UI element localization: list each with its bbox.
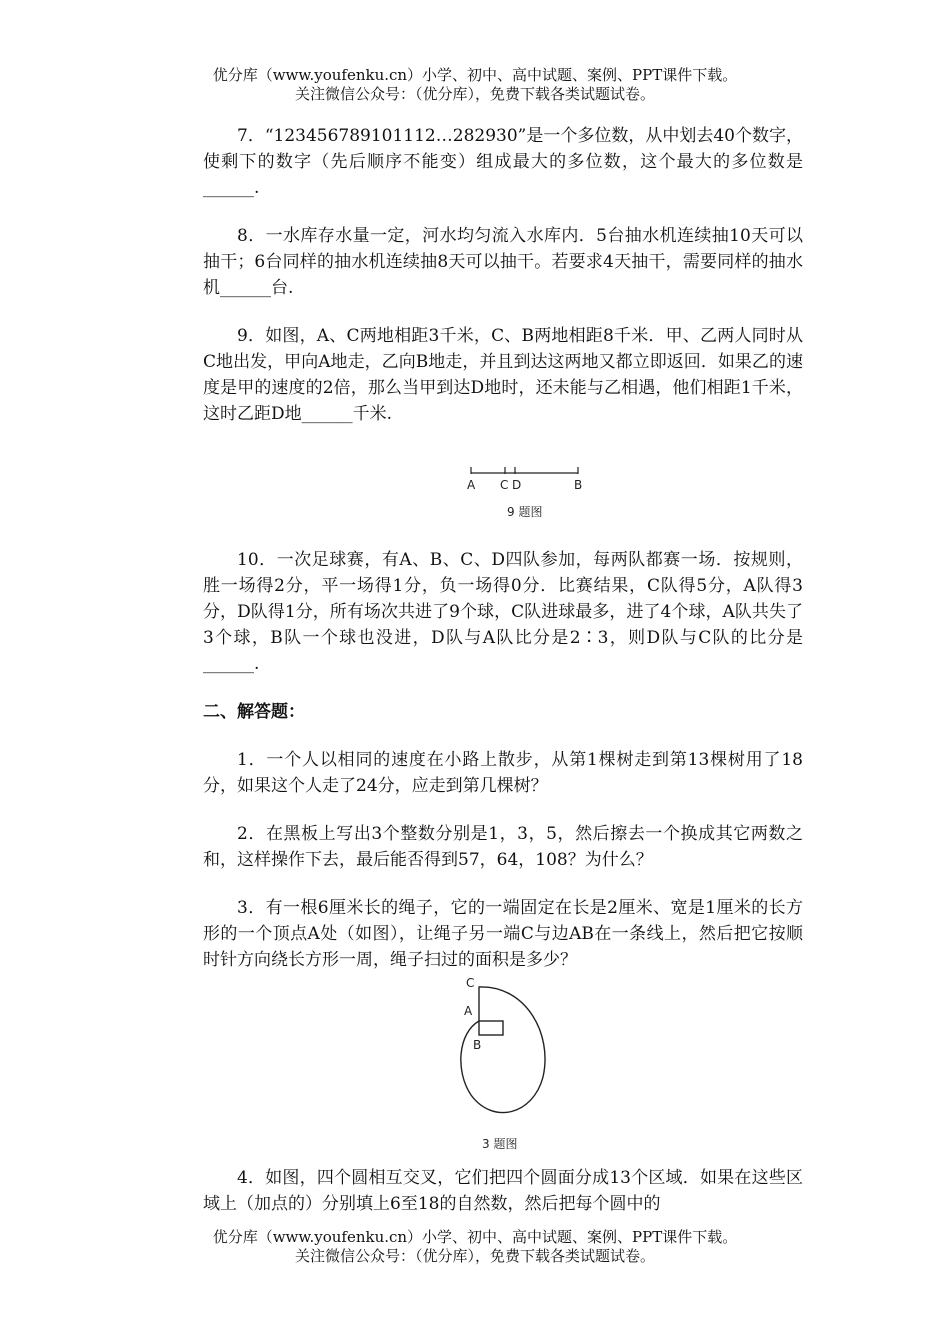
label-a: A bbox=[467, 478, 476, 492]
label-b: B bbox=[473, 1038, 482, 1052]
header-line-2: 关注微信公众号：（优分库），免费下载各类试题试卷。 bbox=[294, 85, 655, 103]
page-content bbox=[203, 123, 803, 1217]
page-header bbox=[0, 66, 950, 104]
label-c: C bbox=[466, 976, 475, 990]
rectangle bbox=[479, 1021, 503, 1035]
answer-question-1: 1．一个人以相同的速度在小路上散步，从第1棵树走到第13棵树用了18分，如果这个人走了24分，应走到第几棵树？ bbox=[203, 750, 803, 796]
question-8: 8．一水库存水量一定，河水均匀流入水库内．5台抽水机连续抽10天可以抽干；6台同样的抽水机连续抽8天可以抽干。若要求4天抽干，需要同样的抽水机______台. bbox=[203, 226, 803, 298]
answer-question-2: 2．在黑板上写出3个整数分别是1，3，5，然后擦去一个换成其它两数之和，这样操作下去，最后能否得到57，64，108？为什么？ bbox=[203, 824, 803, 870]
label-a: A bbox=[464, 1004, 473, 1018]
label-b: B bbox=[574, 478, 583, 492]
label-d: D bbox=[512, 478, 522, 492]
section-title: 二、解答题： bbox=[203, 702, 305, 722]
figure-3-diagram bbox=[203, 973, 803, 1165]
figure-9 bbox=[203, 427, 803, 547]
figure-3 bbox=[203, 973, 803, 1165]
footer-line-1: 优分库（www.youfenku.cn）小学、初中、高中试题、案例、PPT课件下载。 bbox=[212, 1228, 738, 1246]
answer-question-3: 3．有一根6厘米长的绳子，它的一端固定在长是2厘米、宽是1厘米的长方形的一个顶点A处（如图），让绳子另一端C与边AB在一条线上，然后把它按顺时针方向绕长方形一周，绳子扫过的面积是多少？ bbox=[203, 898, 803, 970]
label-c: C bbox=[500, 478, 509, 492]
page-footer bbox=[0, 1228, 950, 1266]
figure-9-diagram bbox=[203, 427, 803, 547]
figure-9-caption: 9 题图 bbox=[507, 505, 543, 519]
question-10: 10．一次足球赛，有A、B、C、D四队参加，每两队都赛一场．按规则，胜一场得2分，平一场得1分，负一场得0分．比赛结果，C队得5分，A队得3分，D队得1分，所有场次共进了9个球，C队进球最多，进了4个球，A队共失了3个球，B队一个球也没进，D队与A队比分是2∶3，则D队与C队的比分是______. bbox=[203, 550, 803, 674]
answer-question-4: 4．如图，四个圆相互交叉，它们把四个圆面分成13个区域．如果在这些区域上（加点的）分别填上6至18的自然数，然后把每个圆中的 bbox=[203, 1168, 803, 1214]
question-9: 9．如图，A、C两地相距3千米，C、B两地相距8千米．甲、乙两人同时从C地出发，甲向A地走，乙向B地走，并且到达这两地又都立即返回．如果乙的速度是甲的速度的2倍，那么当甲到达D地时，还未能与乙相遇，他们相距1千米，这时乙距D地______千米. bbox=[203, 326, 803, 424]
header-line-1: 优分库（www.youfenku.cn）小学、初中、高中试题、案例、PPT课件下载。 bbox=[212, 66, 738, 84]
question-7: 7．“123456789101112…282930”是一个多位数，从中划去40个数字，使剩下的数字（先后顺序不能变）组成最大的多位数，这个最大的多位数是______. bbox=[203, 126, 803, 198]
figure-3-caption: 3 题图 bbox=[482, 1137, 518, 1151]
footer-line-2: 关注微信公众号：（优分库），免费下载各类试题试卷。 bbox=[294, 1247, 655, 1265]
